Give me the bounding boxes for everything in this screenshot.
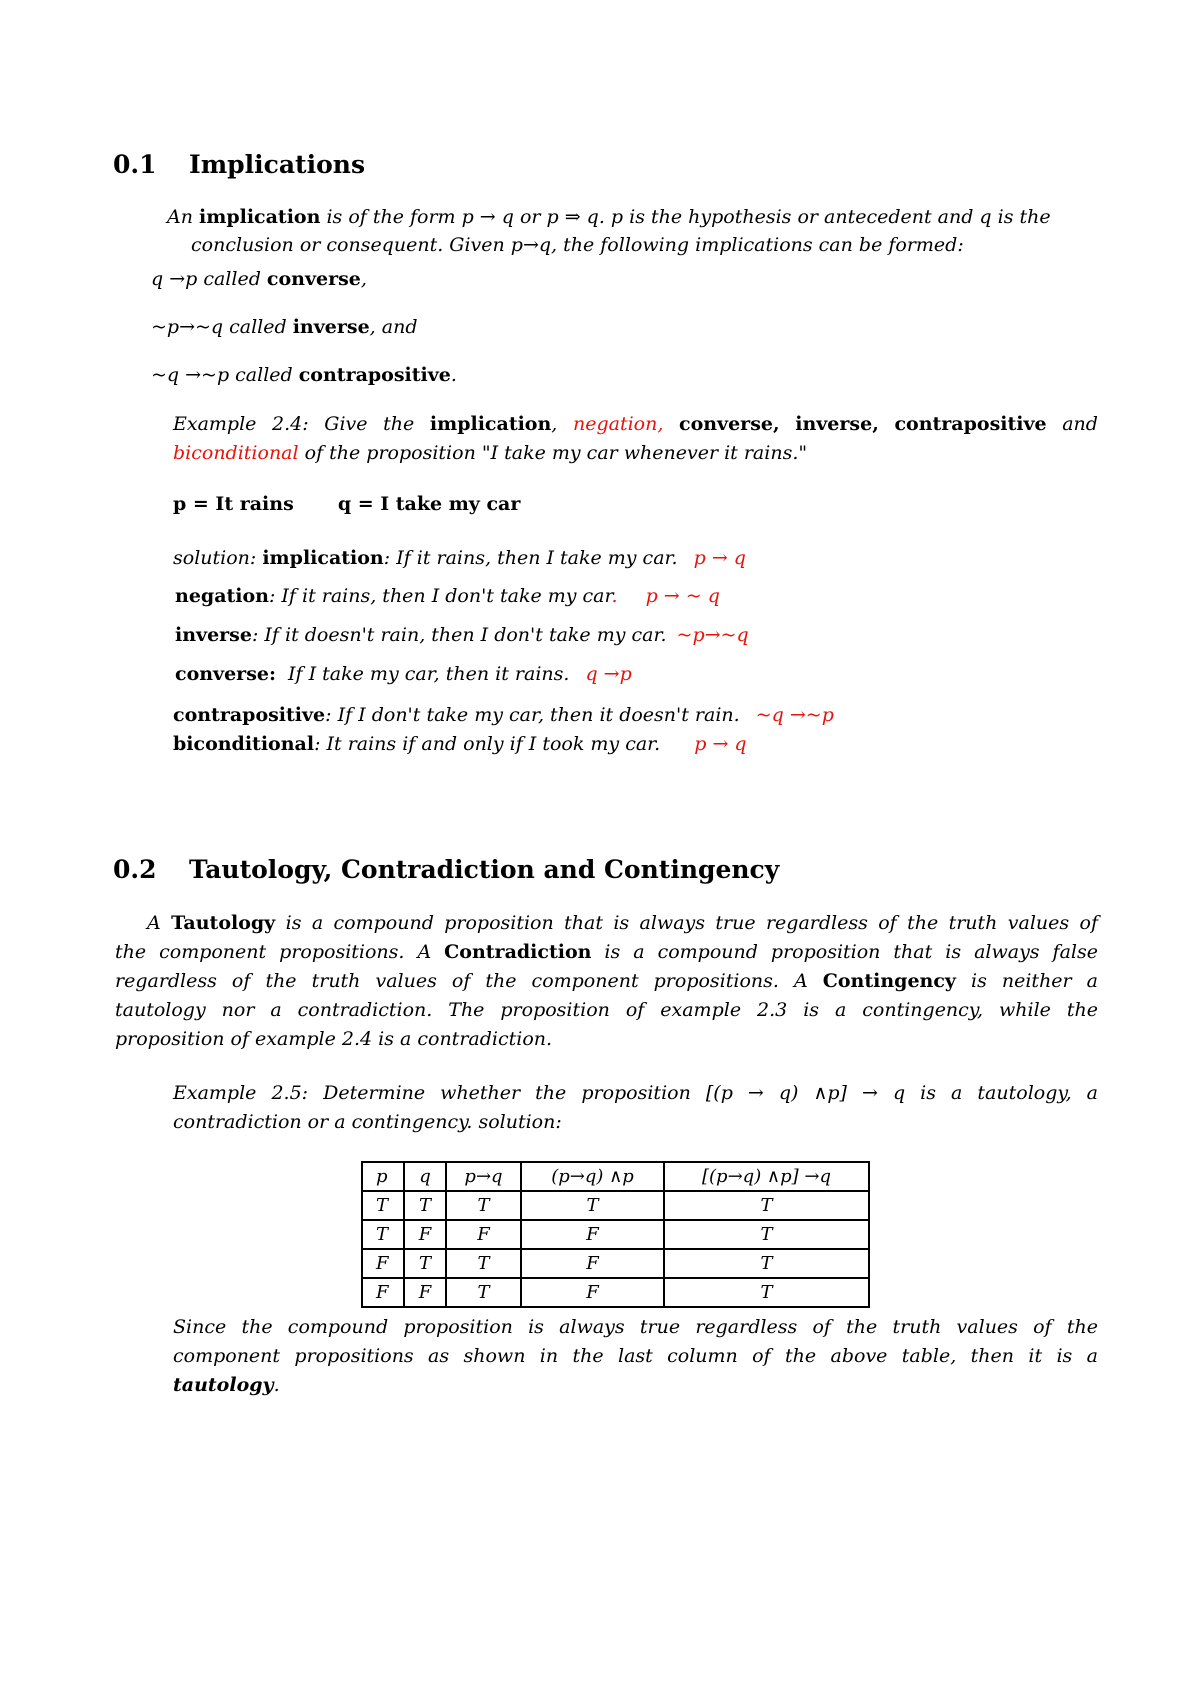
table-row	[362, 1191, 869, 1220]
table-cell: T	[664, 1191, 869, 1220]
table-header: [(p→q) ∧p] →q	[664, 1162, 869, 1191]
table-cell: F	[362, 1249, 404, 1278]
table-cell: F	[521, 1278, 664, 1307]
section-heading-tautology	[113, 855, 779, 884]
table-header: (p→q) ∧p	[521, 1162, 664, 1191]
table-cell: T	[664, 1249, 869, 1278]
table-cell: F	[446, 1220, 521, 1249]
contrapositive-definition: ~q →~p called contrapositive.	[151, 364, 457, 386]
inverse-definition: ~p→~q called inverse, and	[151, 316, 418, 338]
example-2-4-line-2: biconditional of the proposition "I take my car whenever it rains."	[173, 442, 808, 464]
table-row	[362, 1278, 869, 1307]
table-header-row	[362, 1162, 869, 1191]
solution-biconditional: biconditional: It rains if and only if I took my car. p → q	[173, 733, 747, 755]
conclusion-line-2: component propositions as shown in the last column of the above table, then it is a	[173, 1345, 1098, 1367]
definition-line-5: proposition of example 2.4 is a contradiction.	[115, 1028, 553, 1050]
term-implication: implication	[199, 206, 321, 228]
definition-line-2: the component propositions. A Contradiction is a compound proposition that is always false	[115, 941, 1098, 963]
table-cell: F	[521, 1249, 664, 1278]
conclusion-line-1: Since the compound proposition is always true regardless of the truth values of the	[173, 1316, 1098, 1338]
table-row	[362, 1220, 869, 1249]
term-contingency: Contingency	[822, 970, 956, 992]
solution-implication: solution: implication: If it rains, then I take my car. p → q	[173, 547, 746, 569]
section-number: 0.1	[113, 150, 157, 179]
table-cell: T	[664, 1220, 869, 1249]
example-2-5-line-2: contradiction or a contingency. solution:	[173, 1111, 562, 1133]
definition-line-1: A Tautology is a compound proposition that is always true regardless of the truth values of	[147, 912, 1098, 934]
table-row	[362, 1249, 869, 1278]
table-cell: T	[664, 1278, 869, 1307]
term-tautology-conclusion: tautology	[173, 1374, 274, 1396]
table-cell: T	[446, 1191, 521, 1220]
q-definition: q = I take my car	[337, 493, 521, 515]
table-cell: T	[362, 1220, 404, 1249]
table-cell: T	[521, 1191, 664, 1220]
table-cell: F	[404, 1278, 446, 1307]
solution-converse: converse: If I take my car, then it rains. q →p	[175, 663, 632, 685]
table-cell: T	[446, 1278, 521, 1307]
section-title: Implications	[189, 150, 366, 179]
converse-definition: q →p called converse,	[151, 268, 367, 290]
solution-negation: negation: If it rains, then I don't take my car. p → ~ q	[175, 585, 720, 607]
intro-line-2: conclusion or consequent. Given p→q, the following implications can be formed:	[191, 234, 964, 256]
table-cell: F	[362, 1278, 404, 1307]
section-heading-implications	[113, 150, 365, 179]
term-tautology: Tautology	[171, 912, 276, 934]
table-header: q	[404, 1162, 446, 1191]
table-header: p	[362, 1162, 404, 1191]
conclusion-line-3: tautology.	[173, 1374, 280, 1396]
table-cell: F	[404, 1220, 446, 1249]
table-header: p→q	[446, 1162, 521, 1191]
table-cell: T	[362, 1191, 404, 1220]
term-negation: negation	[572, 413, 658, 435]
definition-line-3: regardless of the truth values of the component propositions. A Contingency is neither a	[115, 970, 1099, 992]
table-cell: F	[521, 1220, 664, 1249]
intro-line-1: An implication is of the form p → q or p ⇒ q. p is the hypothesis or antecedent and q is the	[167, 206, 1051, 228]
truth-table	[361, 1161, 870, 1308]
section-title: Tautology, Contradiction and Contingency	[189, 855, 780, 884]
example-2-4-line-1: Example 2.4: Give the implication, negation, converse, inverse, contrapositive and	[173, 413, 1098, 435]
solution-inverse: inverse: If it doesn't rain, then I don't take my car. ~p→~q	[175, 624, 749, 646]
term-contradiction: Contradiction	[444, 941, 592, 963]
variable-definitions	[173, 493, 520, 515]
definition-line-4: tautology nor a contradiction. The proposition of example 2.3 is a contingency, while the	[115, 999, 1098, 1021]
section-number: 0.2	[113, 855, 157, 884]
solution-contrapositive: contrapositive: If I don't take my car, then it doesn't rain. ~q →~p	[173, 704, 834, 726]
term-biconditional: biconditional	[173, 442, 299, 464]
example-2-5-line-1: Example 2.5: Determine whether the proposition [(p → q) ∧p] → q is a tautology, a	[173, 1082, 1098, 1104]
table-cell: T	[404, 1191, 446, 1220]
p-definition: p = It rains	[173, 493, 294, 515]
table-cell: T	[404, 1249, 446, 1278]
table-cell: T	[446, 1249, 521, 1278]
